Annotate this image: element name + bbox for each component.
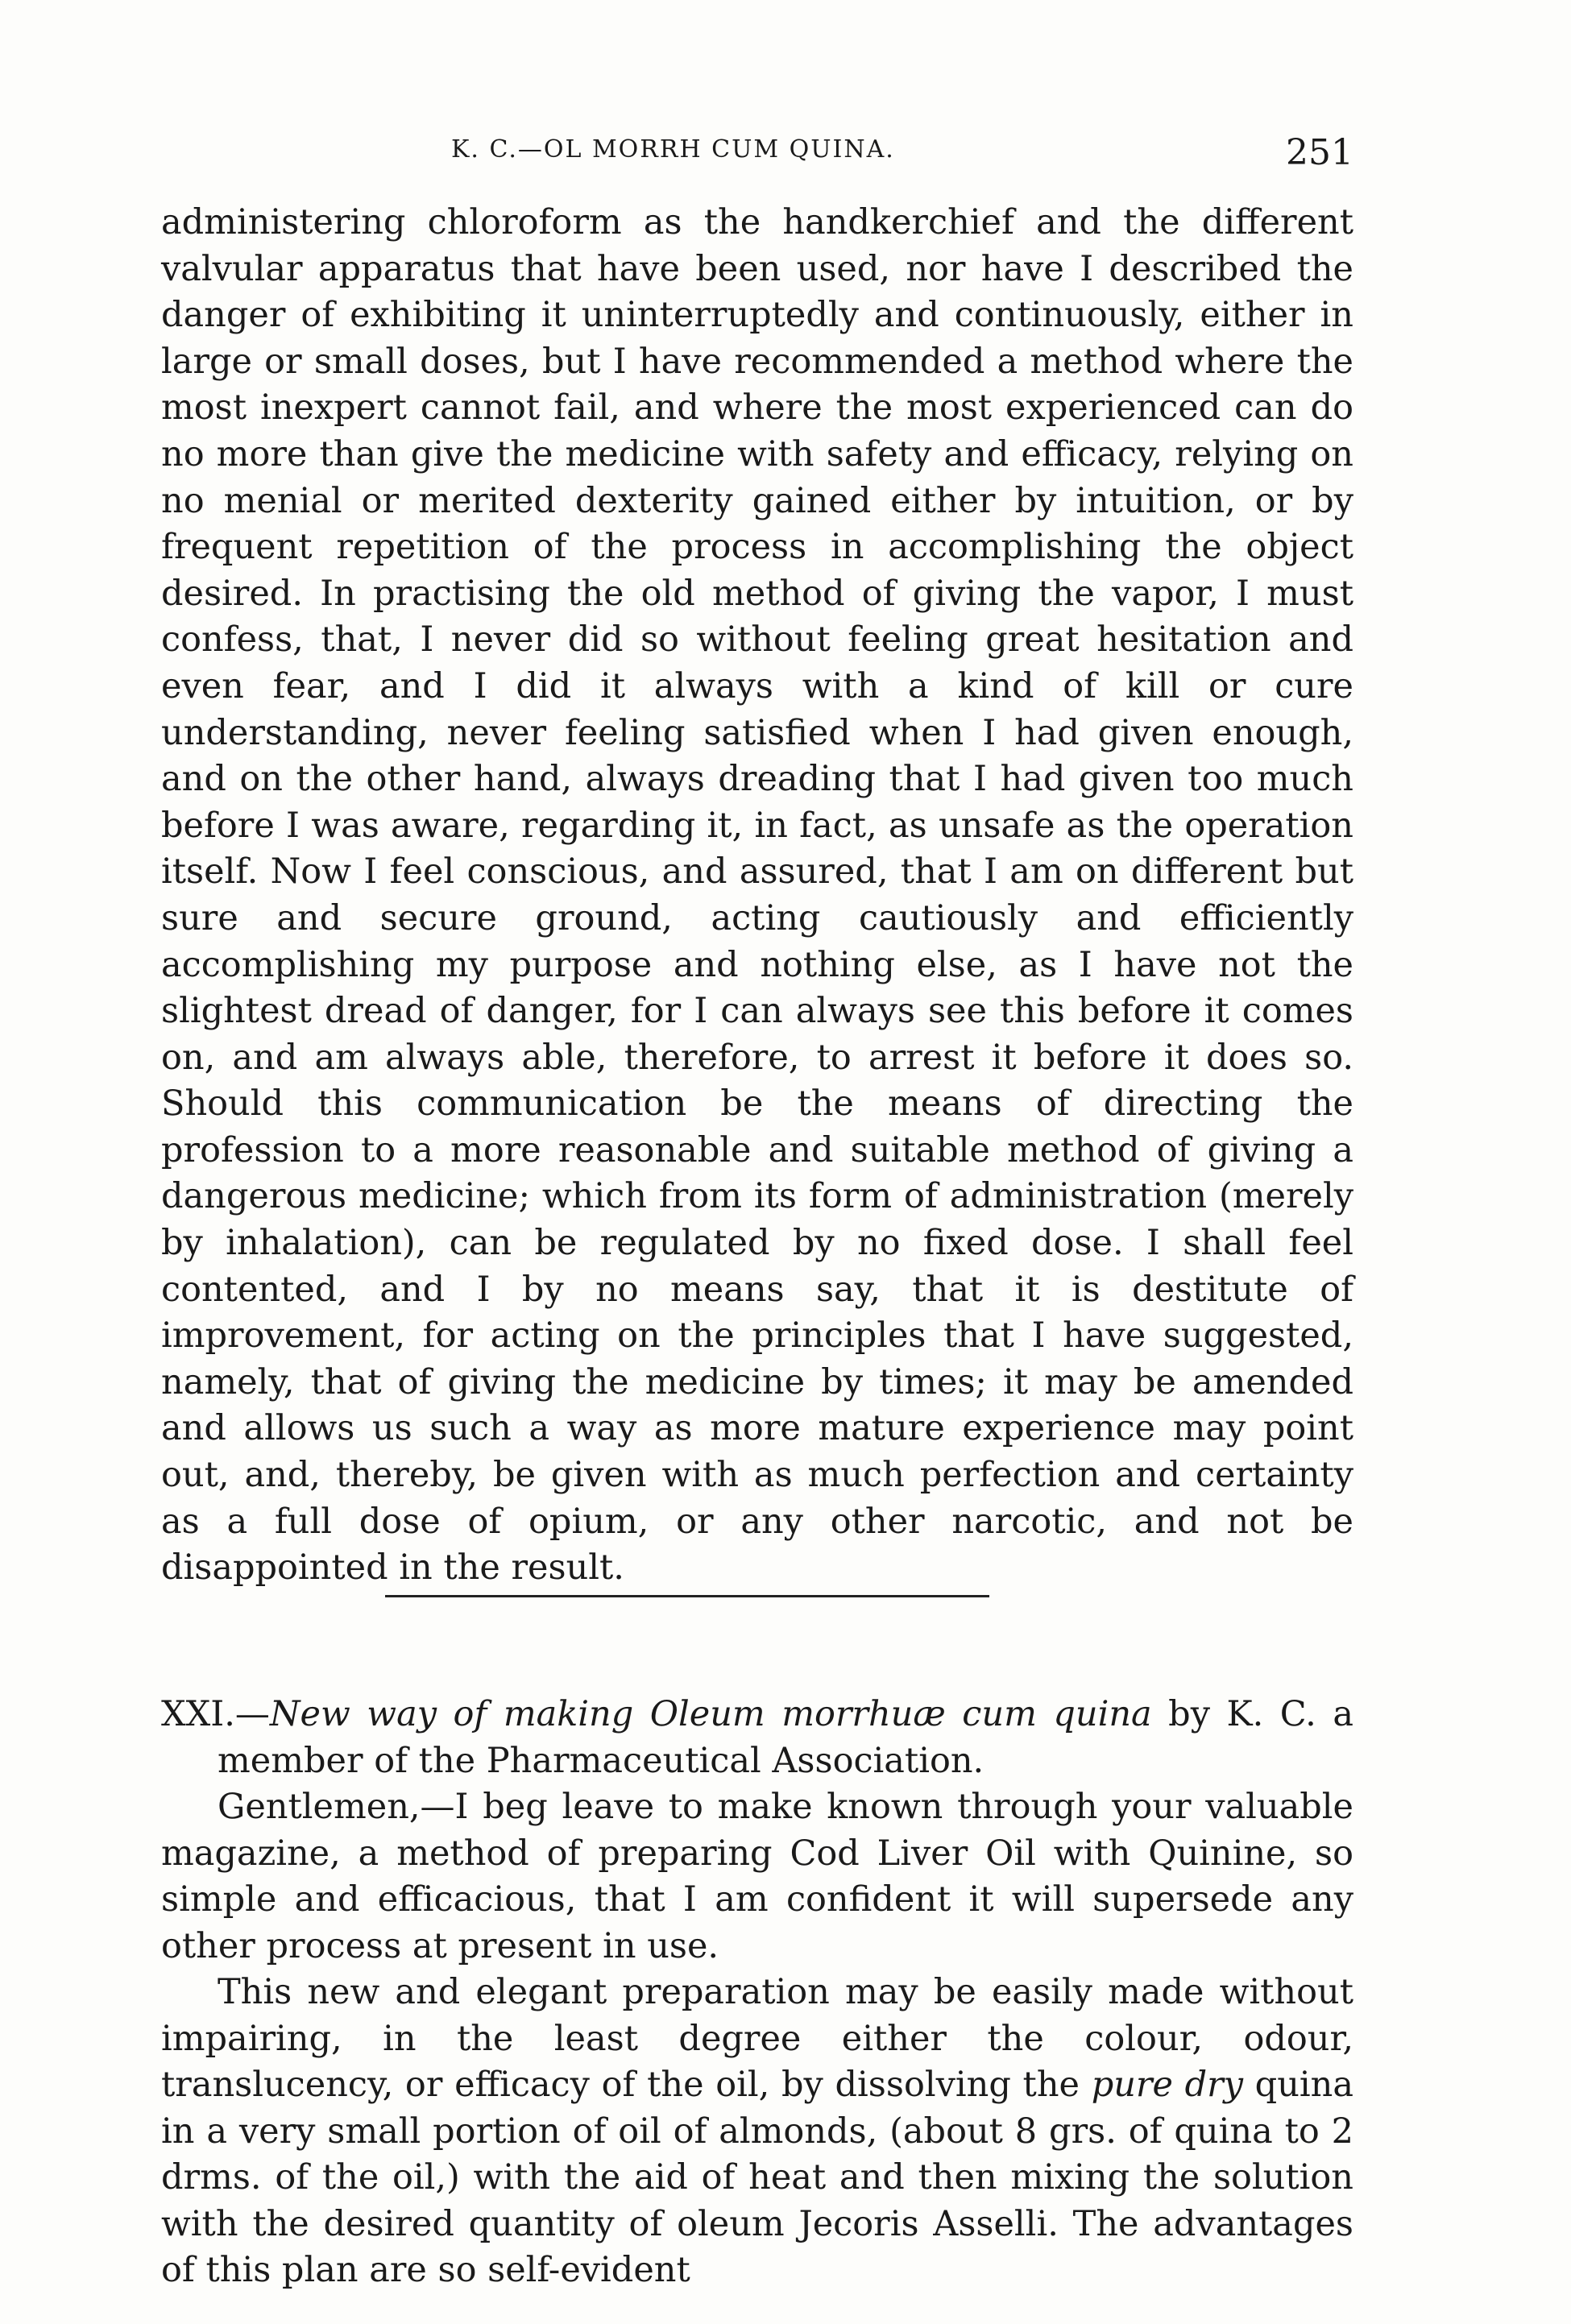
- method-emphasis: pure dry: [1091, 2065, 1243, 2105]
- method-text-1: This new and elegant preparation may be easily made without impairing, in the least degree either the colour, odour, translucency, or efficacy of the oil, by dissolving the: [161, 1972, 1353, 2105]
- section-divider: [385, 1595, 989, 1597]
- article-title: New way of making Oleum morrhuæ cum quina: [269, 1694, 1152, 1734]
- method-text-2: quina in a very small portion of oil of almonds, (about 8 grs. of quina to 2 drms. of the oil,) with the aid of heat and then mixing the solution with the desired quantity of oleum Jecoris Asselli. The advantages of this plan are so self-evident: [161, 2065, 1353, 2290]
- page-number: 251: [1286, 132, 1353, 173]
- article-number: XXI.—: [161, 1694, 270, 1734]
- article-byline: by K. C. a member of the Pharmaceutical Association.: [218, 1694, 1353, 1781]
- running-head: [451, 132, 1353, 184]
- salutation-paragraph: Gentlemen,—I beg leave to make known through your valuable magazine, a method of preparing Cod Liver Oil with Quinine, so simple and efficacious, that I am confident it will supersede any other process at present in use.: [161, 1787, 1353, 1966]
- running-title: K. C.—OL MORRH CUM QUINA.: [451, 135, 895, 164]
- continuation-paragraph-block: [161, 200, 1353, 1592]
- continuation-paragraph: administering chloroform as the handkerchief and the different valvular apparatus that have been used, nor have I described the danger of exhibiting it uninterruptedly and continuously, either in large or small doses, but I have recommended a method where the most inexpert cannot fail, and where the most experienced can do no more than give the medicine with safety and efficacy, relying on no menial or merited dexterity gained either by intuition, or by frequent repetition of the process in accomplishing the object desired. In practising the old method of giving the vapor, I must confess, that, I never did so without feeling great hesitation and even fear, and I did it always with a kind of kill or cure understanding, never feeling satisfied when I had given enough, and on the other hand, always dreading that I had given too much before I was aware, regarding it, in fact, as unsafe as the operation itself. Now I feel conscious, and assured, that I am on different but sure and secure ground, acting cautiously and efficiently accomplishing my purpose and nothing else, as I have not the slightest dread of danger, for I can always see this before it comes on, and am always able, therefore, to arrest it before it does so. Should this communication be the means of directing the profession to a more reasonable and suitable method of giving a dangerous medicine; which from its form of administration (merely by inhalation), can be regulated by no fixed dose. I shall feel contented, and I by no means say, that it is destitute of improvement, for acting on the principles that I have suggested, namely, that of giving the medicine by times; it may be amended and allows us such a way as more mature experience may point out, and, thereby, be given with as much perfection and certainty as a full dose of opium, or any other narcotic, and not be disappointed in the result.: [161, 202, 1353, 1589]
- method-paragraph: [161, 1970, 1353, 2294]
- article-section: [161, 1692, 1353, 2294]
- article-heading: [161, 1692, 1353, 1784]
